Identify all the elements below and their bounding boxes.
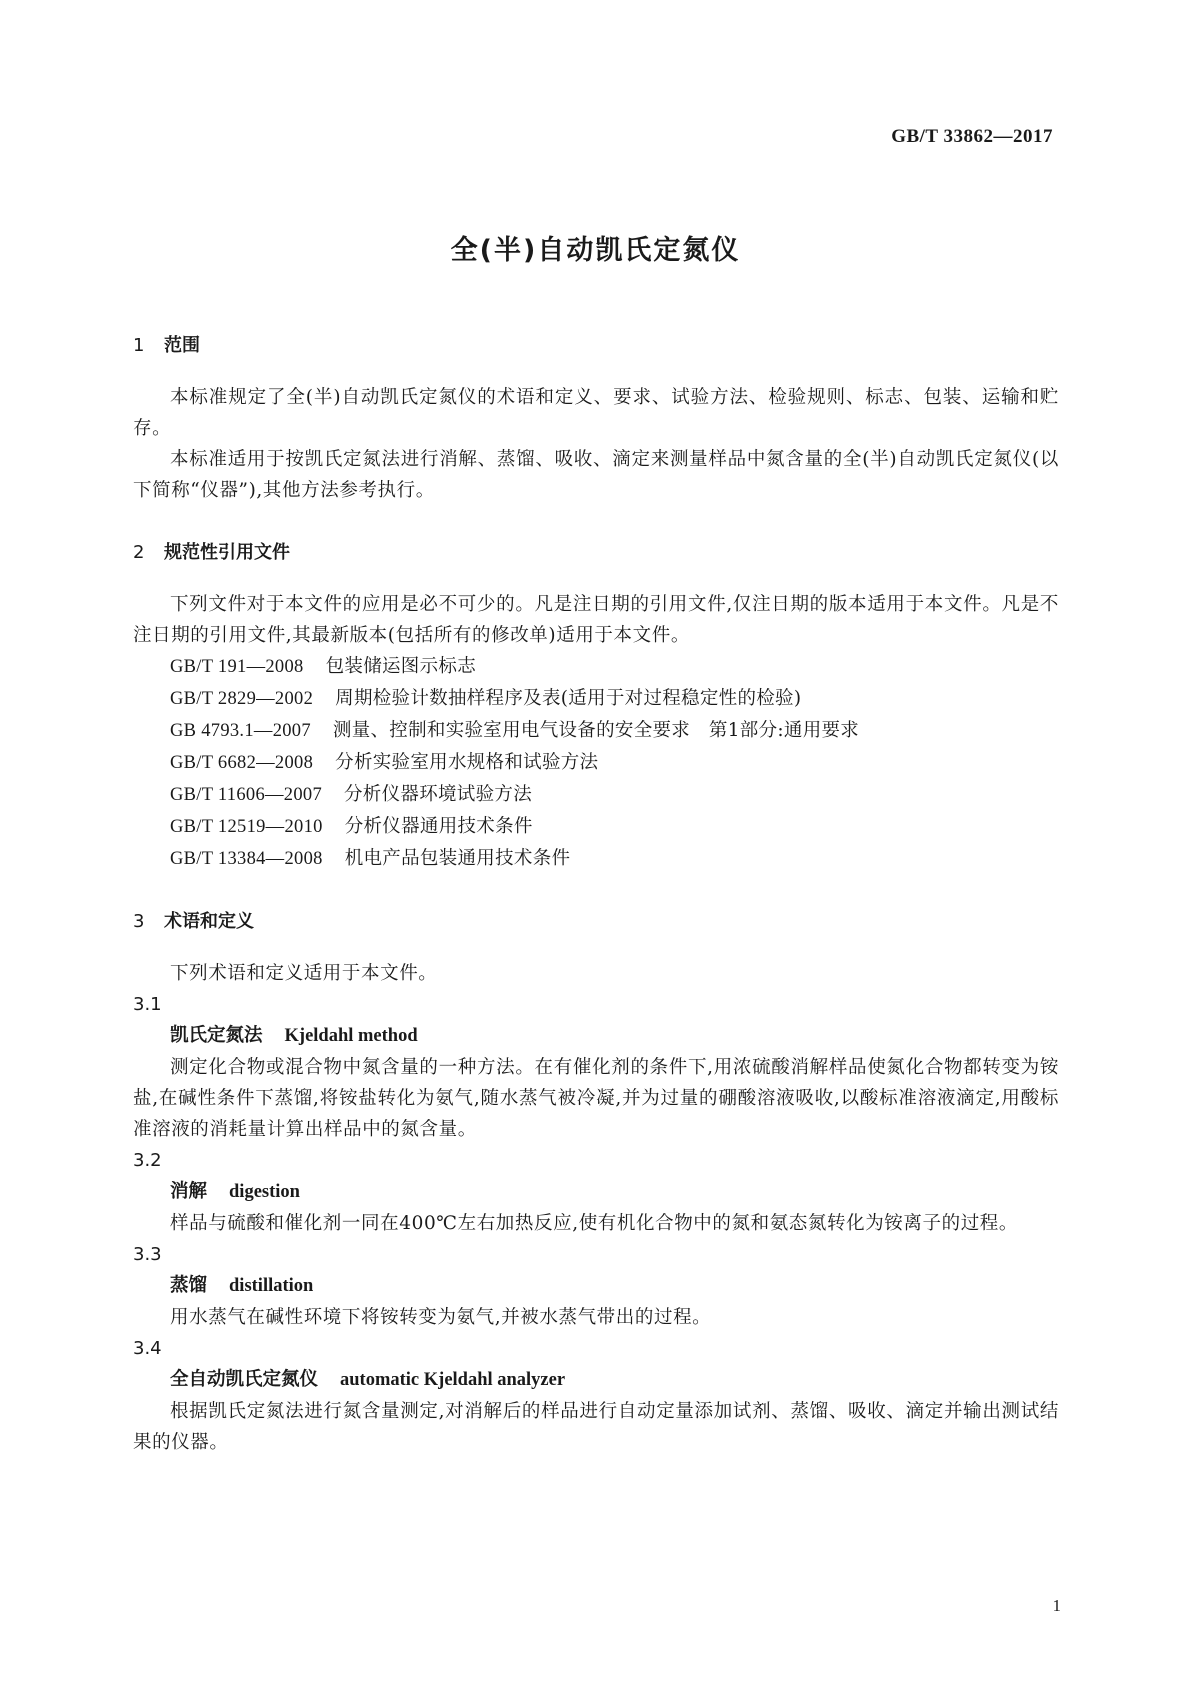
term-name-en: distillation	[229, 1276, 314, 1296]
section-3-intro: 下列术语和定义适用于本文件。	[170, 963, 438, 984]
reference-item	[133, 811, 1059, 843]
term-number: 3.3	[133, 1244, 162, 1265]
term-definition: 根据凯氏定氮法进行氮含量测定,对消解后的样品进行自动定量添加试剂、蒸馏、吸收、滴定并输出测试结果的仪器。	[133, 1401, 1059, 1453]
reference-item	[133, 683, 1059, 715]
reference-title: 分析实验室用水规格和试验方法	[335, 752, 599, 773]
reference-code: GB/T 11606—2007	[170, 785, 322, 805]
section-1-paragraph-1: 本标准规定了全(半)自动凯氏定氮仪的术语和定义、要求、试验方法、检验规则、标志、包装、运输和贮存。	[133, 387, 1059, 439]
term-definition: 测定化合物或混合物中氮含量的一种方法。在有催化剂的条件下,用浓硫酸消解样品使氮化合物都转变为铵盐,在碱性条件下蒸馏,将铵盐转化为氨气,随水蒸气被冷凝,并为过量的硼酸溶液吸收,以酸标准溶液滴定,用酸标准溶液的消耗量计算出样品中的氮含量。	[133, 1057, 1059, 1140]
reference-item	[133, 843, 1059, 875]
reference-code: GB/T 12519—2010	[170, 817, 323, 837]
term-name-zh: 消解	[170, 1181, 208, 1202]
section-2-heading	[133, 539, 1059, 567]
page-number: 1	[1052, 1596, 1061, 1615]
term-definition: 样品与硫酸和催化剂一同在400℃左右加热反应,使有机化合物中的氮和氨态氮转化为铵离子的过程。	[170, 1213, 1018, 1234]
term-number: 3.4	[133, 1338, 162, 1359]
term-name-en: automatic Kjeldahl analyzer	[340, 1370, 566, 1390]
reference-code: GB 4793.1—2007	[170, 721, 311, 741]
document-title: 全(半)自动凯氏定氮仪	[450, 235, 741, 266]
reference-title: 测量、控制和实验室用电气设备的安全要求 第1部分:通用要求	[332, 720, 860, 741]
section-1-paragraph-2: 本标准适用于按凯氏定氮法进行消解、蒸馏、吸收、滴定来测量样品中氮含量的全(半)自动凯氏定氮仪(以下简称“仪器”),其他方法参考执行。	[133, 449, 1059, 501]
term-number: 3.2	[133, 1150, 162, 1171]
section-1-title: 范围	[164, 335, 200, 356]
standard-code: GB/T 33862—2017	[891, 126, 1053, 147]
section-3-number: 3	[133, 911, 145, 932]
section-2-title: 规范性引用文件	[164, 542, 290, 563]
section-3-title: 术语和定义	[164, 911, 254, 932]
reference-item	[133, 651, 1059, 683]
term-name-zh: 蒸馏	[170, 1275, 208, 1296]
reference-title: 包装储运图示标志	[325, 656, 476, 677]
reference-title: 机电产品包装通用技术条件	[344, 848, 571, 869]
reference-item	[133, 747, 1059, 779]
reference-code: GB/T 2829—2002	[170, 689, 314, 709]
term-name	[133, 1364, 1059, 1396]
term-name-en: digestion	[229, 1182, 300, 1202]
reference-title: 分析仪器环境试验方法	[344, 784, 533, 805]
reference-code: GB/T 13384—2008	[170, 849, 323, 869]
term-definition: 用水蒸气在碱性环境下将铵转变为氨气,并被水蒸气带出的过程。	[170, 1307, 712, 1328]
reference-title: 周期检验计数抽样程序及表(适用于对过程稳定性的检验)	[335, 688, 802, 709]
reference-code: GB/T 191—2008	[170, 657, 304, 677]
reference-code: GB/T 6682—2008	[170, 753, 314, 773]
reference-title: 分析仪器通用技术条件	[344, 816, 533, 837]
term-name-zh: 凯氏定氮法	[170, 1025, 263, 1046]
term-name	[133, 1270, 1059, 1302]
section-2-intro: 下列文件对于本文件的应用是必不可少的。凡是注日期的引用文件,仅注日期的版本适用于本文件。凡是不注日期的引用文件,其最新版本(包括所有的修改单)适用于本文件。	[133, 594, 1059, 646]
section-1-heading	[133, 332, 1059, 360]
term-name-en: Kjeldahl method	[284, 1026, 418, 1046]
section-3-heading	[133, 908, 1059, 936]
section-1-number: 1	[133, 335, 145, 356]
term-name	[133, 1176, 1059, 1208]
term-name	[133, 1020, 1059, 1052]
reference-item	[133, 779, 1059, 811]
term-name-zh: 全自动凯氏定氮仪	[170, 1369, 319, 1390]
term-number: 3.1	[133, 994, 162, 1015]
section-2-number: 2	[133, 542, 145, 563]
document-body	[133, 332, 1059, 1458]
reference-item	[133, 715, 1059, 747]
